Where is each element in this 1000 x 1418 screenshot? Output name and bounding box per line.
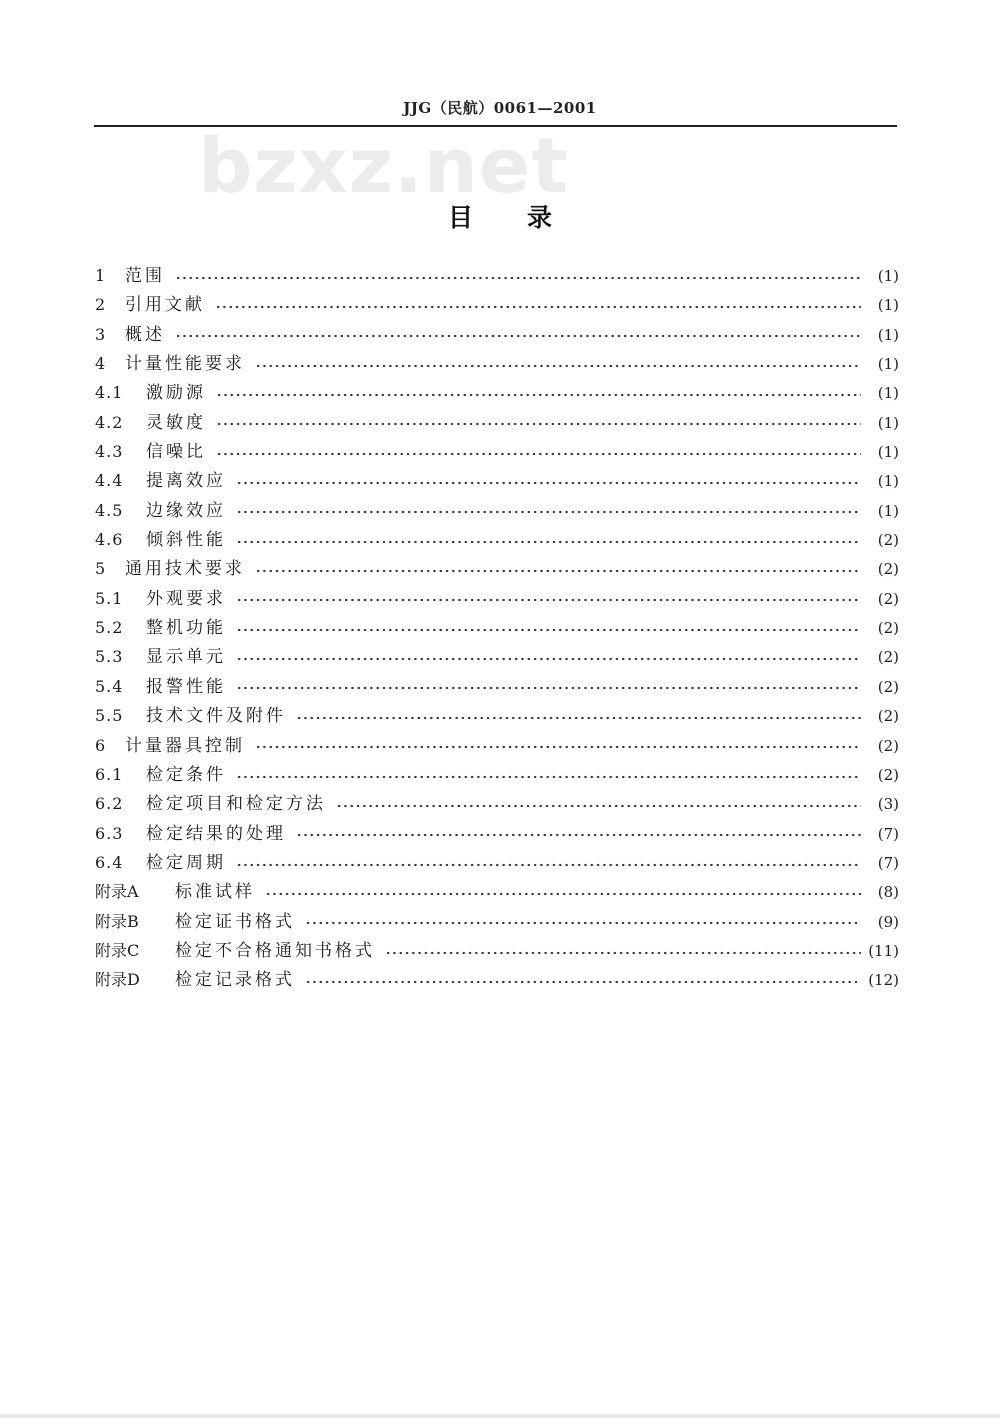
toc-entry-number: 4.6 bbox=[95, 530, 124, 550]
toc-entry[interactable] bbox=[95, 466, 899, 495]
toc-entry-number: 6.1 bbox=[95, 764, 124, 784]
toc-entry[interactable] bbox=[95, 789, 899, 818]
toc-entry[interactable] bbox=[95, 320, 899, 349]
toc-entry-title: 检定条件 bbox=[146, 764, 226, 785]
toc-entry-number: 6.4 bbox=[95, 852, 124, 872]
toc-entry-title: 通用技术要求 bbox=[125, 559, 245, 580]
toc-entry-title: 检定周期 bbox=[146, 852, 226, 873]
toc-entry-page: (1) bbox=[877, 267, 899, 285]
toc-entry-title: 边缘效应 bbox=[146, 500, 226, 521]
toc-dot-leader bbox=[236, 682, 861, 694]
toc-entry-page: (2) bbox=[877, 589, 899, 608]
toc-dot-leader bbox=[236, 771, 861, 783]
toc-entry[interactable] bbox=[95, 584, 899, 613]
toc-entry-number: 4 bbox=[95, 354, 107, 374]
toc-entry-number: 5 bbox=[95, 559, 107, 579]
toc-dot-leader bbox=[236, 477, 861, 489]
toc-entry-number: 4.3 bbox=[95, 442, 124, 462]
toc-dot-leader bbox=[305, 976, 861, 988]
toc-entry-number: 1 bbox=[95, 266, 107, 285]
toc-dot-leader bbox=[236, 624, 861, 636]
standard-code-header: JJG（民航）0061—2001 bbox=[403, 99, 597, 117]
toc-entry-page: (2) bbox=[877, 531, 899, 550]
toc-entry-page: (7) bbox=[877, 824, 899, 843]
toc-entry-number: 6.2 bbox=[95, 794, 124, 814]
toc-entry[interactable] bbox=[95, 701, 899, 730]
toc-entry-title: 计量器具控制 bbox=[125, 735, 245, 756]
toc-entry-title: 检定结果的处理 bbox=[146, 823, 286, 844]
toc-entry-title: 检定记录格式 bbox=[175, 970, 295, 991]
toc-entry-page: (8) bbox=[877, 883, 899, 902]
toc-entry[interactable] bbox=[95, 848, 899, 877]
toc-entry[interactable] bbox=[95, 496, 899, 525]
toc-entry[interactable] bbox=[95, 408, 899, 437]
toc-entry-number: 6.3 bbox=[95, 823, 124, 843]
toc-entry[interactable] bbox=[95, 965, 899, 994]
toc-entry-title: 整机功能 bbox=[146, 618, 226, 639]
toc-entry-title: 检定不合格通知书格式 bbox=[175, 940, 375, 961]
toc-entry-page: (7) bbox=[877, 853, 899, 872]
toc-entry[interactable] bbox=[95, 936, 899, 965]
toc-entry-title: 计量性能要求 bbox=[125, 354, 245, 375]
toc-entry-page: (1) bbox=[877, 443, 899, 462]
toc-entry-number: 2 bbox=[95, 295, 107, 315]
toc-entry-number: 5.3 bbox=[95, 647, 124, 667]
toc-dot-leader bbox=[216, 448, 861, 460]
toc-entry-page: (1) bbox=[877, 413, 899, 432]
toc-entry-title: 外观要求 bbox=[146, 588, 226, 609]
toc-entry-page: (2) bbox=[877, 648, 899, 667]
toc-entry-number: 6 bbox=[95, 735, 107, 755]
toc-entry[interactable] bbox=[95, 672, 899, 701]
toc-entry-number: 5.1 bbox=[95, 588, 124, 608]
toc-entry-page: (2) bbox=[877, 707, 899, 726]
toc-entry[interactable] bbox=[95, 554, 899, 583]
toc-dot-leader bbox=[385, 947, 861, 959]
toc-dot-leader bbox=[175, 272, 861, 284]
toc-dot-leader bbox=[236, 536, 861, 548]
toc-entry[interactable] bbox=[95, 642, 899, 671]
toc-entry-page: (2) bbox=[877, 677, 899, 696]
toc-entry-title: 灵敏度 bbox=[146, 412, 206, 433]
toc-entry-title: 激励源 bbox=[146, 383, 206, 404]
toc-entry[interactable] bbox=[95, 907, 899, 936]
toc-entry-page: (1) bbox=[877, 296, 899, 315]
toc-entry-number: 4.1 bbox=[95, 383, 124, 403]
toc-entry-number: 5.4 bbox=[95, 676, 124, 696]
toc-entry[interactable] bbox=[95, 525, 899, 554]
toc-entry-title: 标准试样 bbox=[175, 882, 255, 903]
toc-entry[interactable] bbox=[95, 731, 899, 760]
toc-entry-page: (2) bbox=[877, 619, 899, 638]
toc-entry-page: (1) bbox=[877, 384, 899, 403]
toc-entry-title: 提离效应 bbox=[146, 471, 226, 492]
toc-entry[interactable] bbox=[95, 261, 899, 290]
toc-dot-leader bbox=[255, 360, 861, 372]
toc-entry[interactable] bbox=[95, 819, 899, 848]
toc-entry-page: (1) bbox=[877, 472, 899, 491]
toc-entry[interactable] bbox=[95, 437, 899, 466]
toc-entry-title: 范围 bbox=[125, 266, 165, 286]
toc-entry-title: 技术文件及附件 bbox=[146, 706, 286, 727]
toc-entry-title: 倾斜性能 bbox=[146, 530, 226, 551]
toc-dot-leader bbox=[296, 829, 861, 841]
toc-entry-page: (3) bbox=[877, 795, 899, 814]
toc-dot-leader bbox=[236, 594, 861, 606]
toc-dot-leader bbox=[216, 418, 861, 430]
toc-dot-leader bbox=[265, 888, 861, 900]
toc-entry-title: 信噪比 bbox=[146, 442, 206, 463]
toc-entry[interactable] bbox=[95, 290, 899, 319]
toc-dot-leader bbox=[175, 330, 861, 342]
toc-entry-number: 附录A bbox=[95, 882, 139, 902]
table-of-contents bbox=[95, 261, 899, 995]
toc-entry-title: 检定证书格式 bbox=[175, 911, 295, 932]
toc-dot-leader bbox=[215, 301, 861, 313]
page-bottom-edge bbox=[0, 1414, 1000, 1418]
toc-dot-leader bbox=[255, 741, 861, 753]
toc-dot-leader bbox=[236, 859, 861, 871]
toc-entry-page: (12) bbox=[868, 971, 899, 990]
toc-entry-number: 4.2 bbox=[95, 412, 124, 432]
toc-dot-leader bbox=[255, 565, 861, 577]
toc-entry-page: (11) bbox=[868, 941, 899, 960]
toc-entry-number: 附录D bbox=[95, 970, 140, 990]
toc-entry-page: (1) bbox=[877, 355, 899, 374]
toc-entry-title: 显示单元 bbox=[146, 647, 226, 668]
toc-entry-number: 3 bbox=[95, 324, 107, 344]
toc-entry-number: 5.5 bbox=[95, 706, 124, 726]
toc-entry-page: (1) bbox=[877, 325, 899, 344]
toc-dot-leader bbox=[305, 917, 861, 929]
toc-dot-leader bbox=[236, 506, 861, 518]
toc-entry-page: (2) bbox=[877, 736, 899, 755]
toc-entry-page: (1) bbox=[877, 501, 899, 520]
toc-entry-number: 4.5 bbox=[95, 500, 124, 520]
toc-entry-number: 附录B bbox=[95, 911, 139, 931]
toc-entry-number: 5.2 bbox=[95, 618, 124, 638]
toc-dot-leader bbox=[336, 800, 861, 812]
toc-dot-leader bbox=[236, 653, 861, 665]
toc-entry[interactable] bbox=[95, 760, 899, 789]
toc-entry[interactable] bbox=[95, 877, 899, 906]
toc-entry-title: 引用文献 bbox=[125, 295, 205, 316]
toc-entry[interactable] bbox=[95, 378, 899, 407]
toc-entry-page: (9) bbox=[877, 912, 899, 931]
toc-entry[interactable] bbox=[95, 613, 899, 642]
toc-entry-title: 概述 bbox=[125, 324, 165, 345]
toc-entry-title: 检定项目和检定方法 bbox=[146, 794, 326, 815]
toc-title: 目录 bbox=[447, 203, 606, 232]
toc-entry-page: (2) bbox=[877, 765, 899, 784]
site-watermark: bzxz.net bbox=[198, 121, 569, 210]
toc-entry-number: 附录C bbox=[95, 940, 140, 960]
toc-dot-leader bbox=[216, 389, 861, 401]
toc-entry[interactable] bbox=[95, 349, 899, 378]
toc-entry-title: 报警性能 bbox=[146, 676, 226, 697]
toc-entry-number: 4.4 bbox=[95, 471, 124, 491]
toc-dot-leader bbox=[296, 712, 861, 724]
toc-entry-page: (2) bbox=[877, 560, 899, 579]
